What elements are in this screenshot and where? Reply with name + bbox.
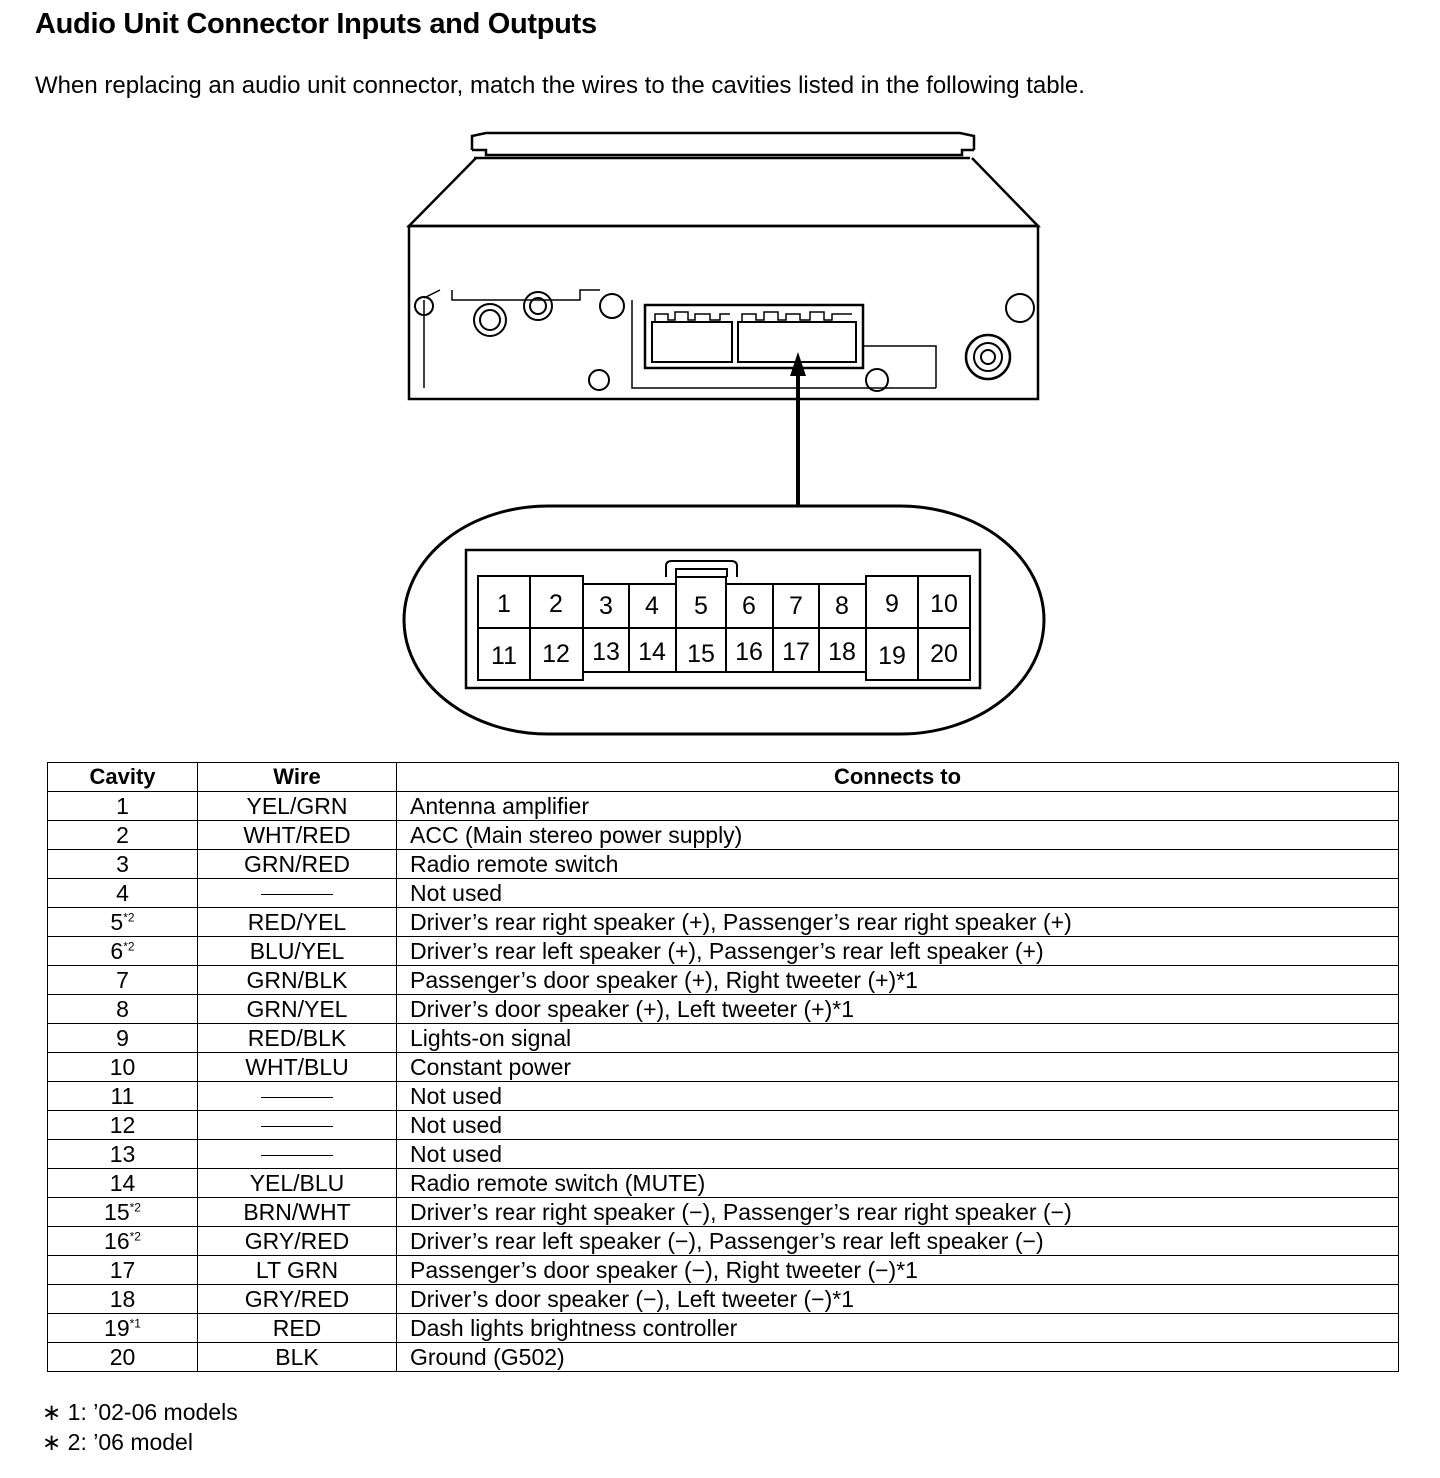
page-title: Audio Unit Connector Inputs and Outputs [35,8,597,40]
connects-to-cell: Lights-on signal [397,1024,1399,1053]
connects-to-cell: Passenger’s door speaker (−), Right tweeter (−)*1 [397,1256,1399,1285]
mount-screw [474,304,506,336]
cavity-label: 20 [930,640,958,668]
connects-to-cell: Constant power [397,1053,1399,1082]
cavity-cell: 13 [48,1140,198,1169]
connects-to-cell: Ground (G502) [397,1343,1399,1372]
cavity-footnote-ref: *1 [129,1316,141,1331]
connects-to-cell: Driver’s rear right speaker (−), Passenger’s rear right speaker (−) [397,1198,1399,1227]
pointer-arrow [790,352,806,506]
mount-hole [1006,294,1034,322]
footnotes [42,1397,238,1457]
table-row [48,1227,1399,1256]
table-row [48,1082,1399,1111]
wire-cell: WHT/RED [198,821,397,850]
wire-cell: GRN/BLK [198,966,397,995]
cavity-cell: 15$^{*2}$ [48,1198,198,1227]
connects-to-cell: Radio remote switch (MUTE) [397,1169,1399,1198]
connects-to-cell: Passenger’s door speaker (+), Right tweeter (+)*1 [397,966,1399,995]
wire-cell: WHT/BLU [198,1053,397,1082]
table-row [48,879,1399,908]
connects-to-cell: Driver’s rear left speaker (−), Passenger’s rear left speaker (−) [397,1227,1399,1256]
cavity-footnote-ref: *2 [129,1200,141,1215]
cavity-cell: 6$^{*2}$ [48,937,198,966]
wire-cell: BLU/YEL [198,937,397,966]
wire-cell [198,1111,397,1140]
cavity-cell: 4 [48,879,198,908]
table-row [48,792,1399,821]
no-wire-dash [261,1097,333,1098]
cavity-label: 1 [497,590,511,618]
pinout-rows [48,792,1399,1372]
wire-cell: YEL/BLU [198,1169,397,1198]
cavity-cell: 18 [48,1285,198,1314]
wire-cell: BRN/WHT [198,1198,397,1227]
cavity-footnote-ref: *2 [123,910,135,925]
table-row [48,821,1399,850]
table-header-row [48,763,1399,792]
wire-cell: LT GRN [198,1256,397,1285]
table-row [48,966,1399,995]
cavity-label: 6 [742,592,756,620]
table-row [48,1053,1399,1082]
connects-to-cell: ACC (Main stereo power supply) [397,821,1399,850]
table-row [48,1024,1399,1053]
cavity-cell: 14 [48,1169,198,1198]
connects-to-cell: Driver’s rear right speaker (+), Passenger’s rear right speaker (+) [397,908,1399,937]
table-row [48,1198,1399,1227]
cavity-cell: 17 [48,1256,198,1285]
footnote-2: ∗ 2: ’06 model [42,1429,193,1455]
connects-to-cell: Dash lights brightness controller [397,1314,1399,1343]
intro-text: When replacing an audio unit connector, match the wires to the cavities listed in the following table. [35,72,1085,99]
cavity-label: 12 [542,640,570,668]
connects-to-cell: Driver’s door speaker (+), Left tweeter (+)*1 [397,995,1399,1024]
wire-cell [198,1082,397,1111]
table-row [48,995,1399,1024]
cavity-label: 2 [549,590,563,618]
table-row [48,1111,1399,1140]
connector-latch [666,561,737,577]
audio-unit-drawing [409,133,1038,399]
wire-cell: RED/YEL [198,908,397,937]
cavity-cell: 12 [48,1111,198,1140]
cavity-label: 3 [599,592,613,620]
table-row [48,850,1399,879]
connects-to-cell: Radio remote switch [397,850,1399,879]
wire-cell: GRN/YEL [198,995,397,1024]
table-row [48,1256,1399,1285]
antenna-jack [966,335,1010,379]
cavity-cell: 16$^{*2}$ [48,1227,198,1256]
wire-cell [198,1140,397,1169]
connects-to-cell: Driver’s rear left speaker (+), Passenger’s rear left speaker (+) [397,937,1399,966]
wire-cell: YEL/GRN [198,792,397,821]
connects-to-cell: Not used [397,1082,1399,1111]
header-wire: Wire [198,763,397,792]
wire-cell: BLK [198,1343,397,1372]
cavity-label: 7 [789,592,803,620]
connects-to-cell: Not used [397,1140,1399,1169]
table-row [48,937,1399,966]
cavity-label: 4 [645,592,659,620]
no-wire-dash [261,1155,333,1156]
wire-cell: RED/BLK [198,1024,397,1053]
table-row [48,1169,1399,1198]
cavity-cell: 11 [48,1082,198,1111]
header-connects-to: Connects to [397,763,1399,792]
cavity-label: 15 [687,640,715,668]
wire-cell: GRY/RED [198,1285,397,1314]
unit-lid [472,133,974,150]
wire-cell: GRN/RED [198,850,397,879]
cavity-footnote-ref: *2 [123,939,135,954]
cavity-label: 13 [592,638,620,666]
cavity-cell: 7 [48,966,198,995]
cavity-cell: 5$^{*2}$ [48,908,198,937]
mount-screw [524,292,552,320]
connects-to-cell: Not used [397,1111,1399,1140]
table-row [48,1285,1399,1314]
mount-hole [589,370,609,390]
wire-cell [198,879,397,908]
cavity-cell: 20 [48,1343,198,1372]
cavity-cell: 8 [48,995,198,1024]
cavity-cell: 3 [48,850,198,879]
cavity-cell: 10 [48,1053,198,1082]
cavity-label: 16 [735,638,763,666]
wire-cell: GRY/RED [198,1227,397,1256]
connects-to-cell: Driver’s door speaker (−), Left tweeter (−)*1 [397,1285,1399,1314]
connects-to-cell: Antenna amplifier [397,792,1399,821]
table-row [48,1343,1399,1372]
no-wire-dash [261,1126,333,1127]
cavity-footnote-ref: *2 [129,1229,141,1244]
cavity-label: 14 [638,638,666,666]
pinout-table [47,762,1399,1372]
connects-to-cell: Not used [397,879,1399,908]
cavity-label: 11 [491,642,517,670]
cavity-label: 19 [878,642,906,670]
cavity-label: 9 [885,590,899,618]
header-cavity: Cavity [48,763,198,792]
cavity-cell: 2 [48,821,198,850]
cavity-label: 8 [835,592,849,620]
cavity-label: 17 [782,638,810,666]
cavity-cell: 1 [48,792,198,821]
table-row [48,908,1399,937]
no-wire-dash [261,894,333,895]
mount-hole [600,294,624,318]
unit-body-top [409,158,1038,226]
footnote-1: ∗ 1: ’02-06 models [42,1399,238,1425]
cavity-label: 18 [828,638,856,666]
cavity-cell: 19$^{*1}$ [48,1314,198,1343]
cavity-label: 10 [930,590,958,618]
connector-callout-outline [404,506,1044,734]
cavity-cell: 9 [48,1024,198,1053]
wire-cell: RED [198,1314,397,1343]
table-row [48,1140,1399,1169]
table-row [48,1314,1399,1343]
cavity-label: 5 [694,592,708,620]
